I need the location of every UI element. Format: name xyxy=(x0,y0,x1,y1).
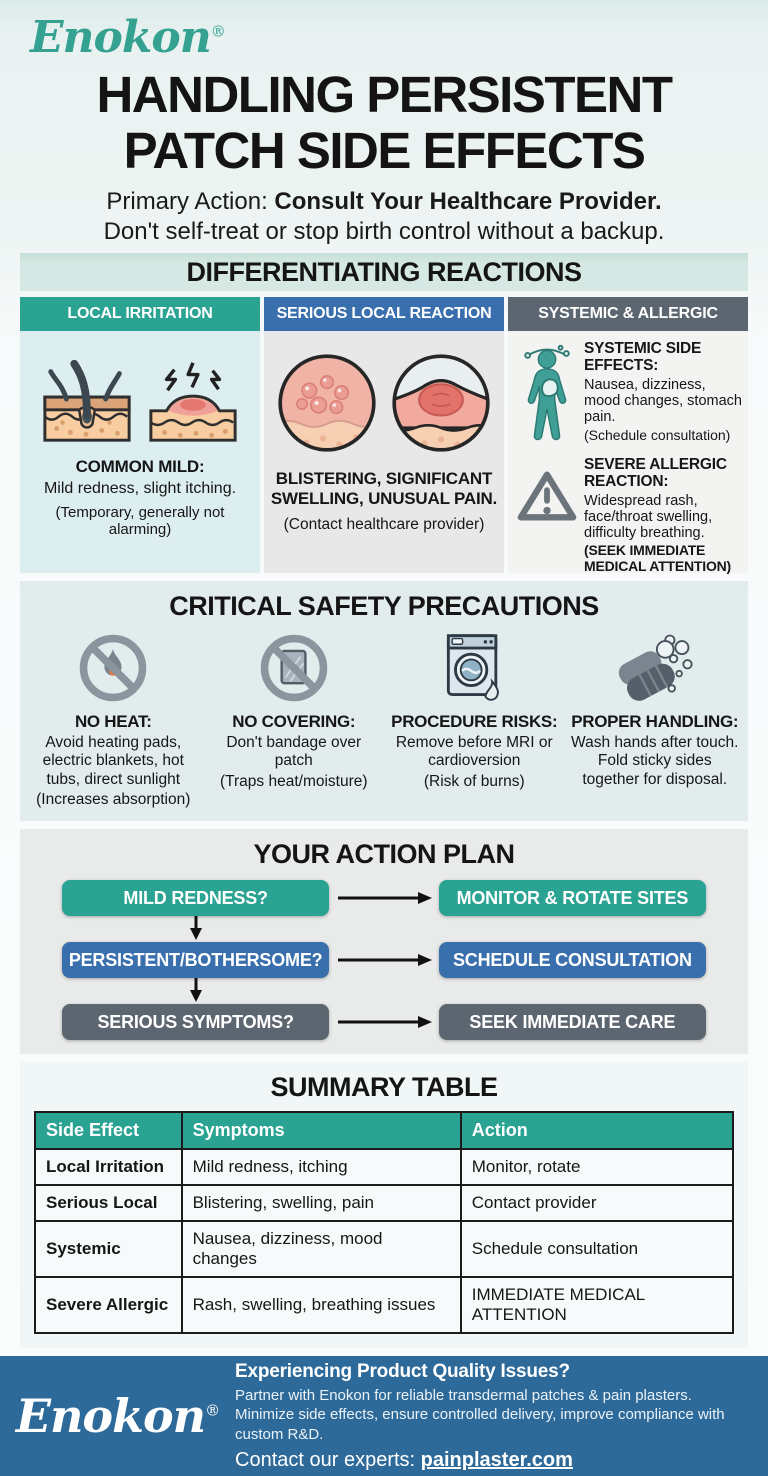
summary-title: SUMMARY TABLE xyxy=(270,1072,498,1103)
precaution-note: (Traps heat/moisture) xyxy=(219,772,368,790)
action-plan-row xyxy=(20,942,748,978)
action-plan-row xyxy=(20,880,748,916)
skin-bump-icon xyxy=(145,355,241,447)
precaution-heading: PROCEDURE RISKS: xyxy=(391,712,558,732)
footer xyxy=(0,1356,768,1476)
page-title-line2: PATCH SIDE EFFECTS xyxy=(123,122,645,180)
precautions-section xyxy=(20,581,748,821)
footer-body: Partner with Enokon for reliable transdermal patches & pain plasters. Minimize side effects, ensure controlled delivery, improve compliance with custom R&D. xyxy=(235,1386,725,1443)
subtitle-line2: Don't self-treat or stop birth control without a backup. xyxy=(103,218,665,246)
action-plan-connector xyxy=(20,916,748,942)
cell-action: Schedule consultation xyxy=(461,1221,733,1277)
painplaster-link[interactable]: painplaster.com xyxy=(420,1449,573,1472)
reactions-title: DIFFERENTIATING REACTIONS xyxy=(186,256,582,287)
precaution-body: Avoid heating pads, electric blankets, hot tubs, direct sunlight xyxy=(42,734,184,788)
subtitle-bold: Consult Your Healthcare Provider. xyxy=(274,188,662,216)
col-header-action: Action xyxy=(461,1112,733,1149)
cell-side-effect: Local Irritation xyxy=(35,1149,182,1185)
column-systemic-allergic xyxy=(508,297,748,573)
page-title xyxy=(0,67,768,179)
column-local-irritation xyxy=(20,297,260,573)
condition-box-mild-redness: MILD REDNESS? xyxy=(62,880,329,916)
action-box-schedule-consultation: SCHEDULE CONSULTATION xyxy=(439,942,706,978)
footer-contact xyxy=(235,1449,744,1472)
summary-section xyxy=(20,1062,748,1348)
table-row xyxy=(35,1185,733,1221)
registered-mark: ® xyxy=(210,22,225,41)
precaution-note: (Increases absorption) xyxy=(36,791,191,809)
precaution-heading: NO COVERING: xyxy=(232,712,356,732)
action-plan-connector xyxy=(20,978,748,1004)
allergic-note: (SEEK IMMEDIATE MEDICAL ATTENTION) xyxy=(584,542,732,574)
subtitle-prefix: Primary Action: xyxy=(106,188,275,216)
reactions-title-bar xyxy=(20,253,748,291)
precaution-no-covering xyxy=(207,628,382,809)
contact-prefix: Contact our experts: xyxy=(235,1449,421,1472)
column-header-local-irritation xyxy=(20,297,260,331)
allergic-body: Widespread rash, face/throat swelling, difficulty breathing. xyxy=(584,492,713,542)
action-plan-section xyxy=(20,829,748,1054)
column-header-label: LOCAL IRRITATION xyxy=(67,305,213,323)
systemic-side-effects-item xyxy=(516,341,742,449)
severe-allergic-item xyxy=(516,457,742,574)
dizzy-person-icon xyxy=(518,343,576,449)
precaution-note: (Risk of burns) xyxy=(423,772,525,790)
local-irritation-body: Mild redness, slight itching. xyxy=(43,479,237,497)
table-header-row xyxy=(35,1112,733,1149)
systemic-heading: SYSTEMIC SIDE EFFECTS: xyxy=(584,340,702,374)
cell-side-effect: Serious Local xyxy=(35,1185,182,1221)
cell-side-effect: Systemic xyxy=(35,1221,182,1277)
col-header-side-effect: Side Effect xyxy=(35,1112,182,1149)
no-heat-icon xyxy=(75,630,151,706)
brand-logo xyxy=(30,12,225,63)
footer-logo-text: Enokon xyxy=(15,1389,206,1444)
column-header-serious-local xyxy=(264,297,504,331)
cell-symptoms: Mild redness, itching xyxy=(182,1149,461,1185)
allergic-heading: SEVERE ALLERGIC REACTION: xyxy=(584,456,727,490)
summary-table xyxy=(34,1111,734,1334)
local-irritation-heading: COMMON MILD: xyxy=(75,457,205,477)
warning-triangle-icon xyxy=(516,467,578,525)
arrow-down-icon xyxy=(189,978,203,1002)
mri-machine-icon xyxy=(436,630,512,706)
header xyxy=(0,0,768,247)
table-row xyxy=(35,1221,733,1277)
serious-local-note: (Contact healthcare provider) xyxy=(283,516,485,534)
precaution-body: Don't bandage over patch xyxy=(226,734,362,770)
column-body-systemic-allergic xyxy=(508,331,748,573)
no-covering-icon xyxy=(256,630,332,706)
action-plan-title: YOUR ACTION PLAN xyxy=(253,839,515,870)
brand-logo-text: Enokon xyxy=(30,12,211,63)
skin-hair-icon xyxy=(39,355,135,447)
local-irritation-note: (Temporary, generally not alarming) xyxy=(55,503,225,539)
precaution-proper-handling xyxy=(568,628,743,809)
precaution-body: Wash hands after touch. Fold sticky sides together for disposal. xyxy=(571,734,739,788)
precaution-heading: NO HEAT: xyxy=(74,712,152,732)
precaution-procedure-risks xyxy=(387,628,562,809)
condition-box-serious-symptoms: SERIOUS SYMPTOMS? xyxy=(62,1004,329,1040)
precaution-no-heat xyxy=(26,628,201,809)
footer-brand-logo xyxy=(0,1389,235,1443)
cell-symptoms: Rash, swelling, breathing issues xyxy=(182,1277,461,1333)
arrow-right-icon xyxy=(336,1015,432,1029)
column-header-label: SYSTEMIC & ALLERGIC xyxy=(538,305,718,323)
table-row xyxy=(35,1149,733,1185)
condition-box-persistent: PERSISTENT/BOTHERSOME? xyxy=(62,942,329,978)
registered-mark: ® xyxy=(205,1401,220,1420)
footer-heading: Experiencing Product Quality Issues? xyxy=(235,1360,570,1382)
serious-local-heading: BLISTERING, SIGNIFICANT SWELLING, UNUSUAL PAIN. xyxy=(270,469,498,508)
column-serious-local xyxy=(264,297,504,573)
arrow-down-icon xyxy=(189,916,203,940)
table-row xyxy=(35,1277,733,1333)
hand-washing-icon xyxy=(611,629,699,707)
column-body-local-irritation xyxy=(20,331,260,573)
systemic-body: Nausea, dizziness, mood changes, stomach pain. xyxy=(584,376,742,426)
col-header-symptoms: Symptoms xyxy=(182,1112,461,1149)
page-subtitle xyxy=(0,187,768,247)
cell-side-effect: Severe Allergic xyxy=(35,1277,182,1333)
cell-symptoms: Nausea, dizziness, mood changes xyxy=(182,1221,461,1277)
precaution-body: Remove before MRI or cardioversion xyxy=(395,734,553,770)
cell-symptoms: Blistering, swelling, pain xyxy=(182,1185,461,1221)
reactions-section xyxy=(20,253,748,573)
blisters-icon xyxy=(275,351,379,455)
action-box-monitor-rotate: MONITOR & ROTATE SITES xyxy=(439,880,706,916)
precautions-title: CRITICAL SAFETY PRECAUTIONS xyxy=(169,591,599,622)
swelling-icon xyxy=(389,351,493,455)
action-box-seek-care: SEEK IMMEDIATE CARE xyxy=(439,1004,706,1040)
cell-action: Contact provider xyxy=(461,1185,733,1221)
cell-action: Monitor, rotate xyxy=(461,1149,733,1185)
arrow-right-icon xyxy=(336,891,432,905)
systemic-note: (Schedule consultation) xyxy=(584,427,731,444)
page-title-line1: HANDLING PERSISTENT xyxy=(96,66,672,123)
cell-action: IMMEDIATE MEDICAL ATTENTION xyxy=(461,1277,733,1333)
column-header-label: SERIOUS LOCAL REACTION xyxy=(276,305,492,323)
action-plan-row xyxy=(20,1004,748,1040)
precaution-heading: PROPER HANDLING: xyxy=(571,712,739,732)
column-header-systemic-allergic xyxy=(508,297,748,331)
arrow-right-icon xyxy=(336,953,432,967)
column-body-serious-local xyxy=(264,331,504,573)
